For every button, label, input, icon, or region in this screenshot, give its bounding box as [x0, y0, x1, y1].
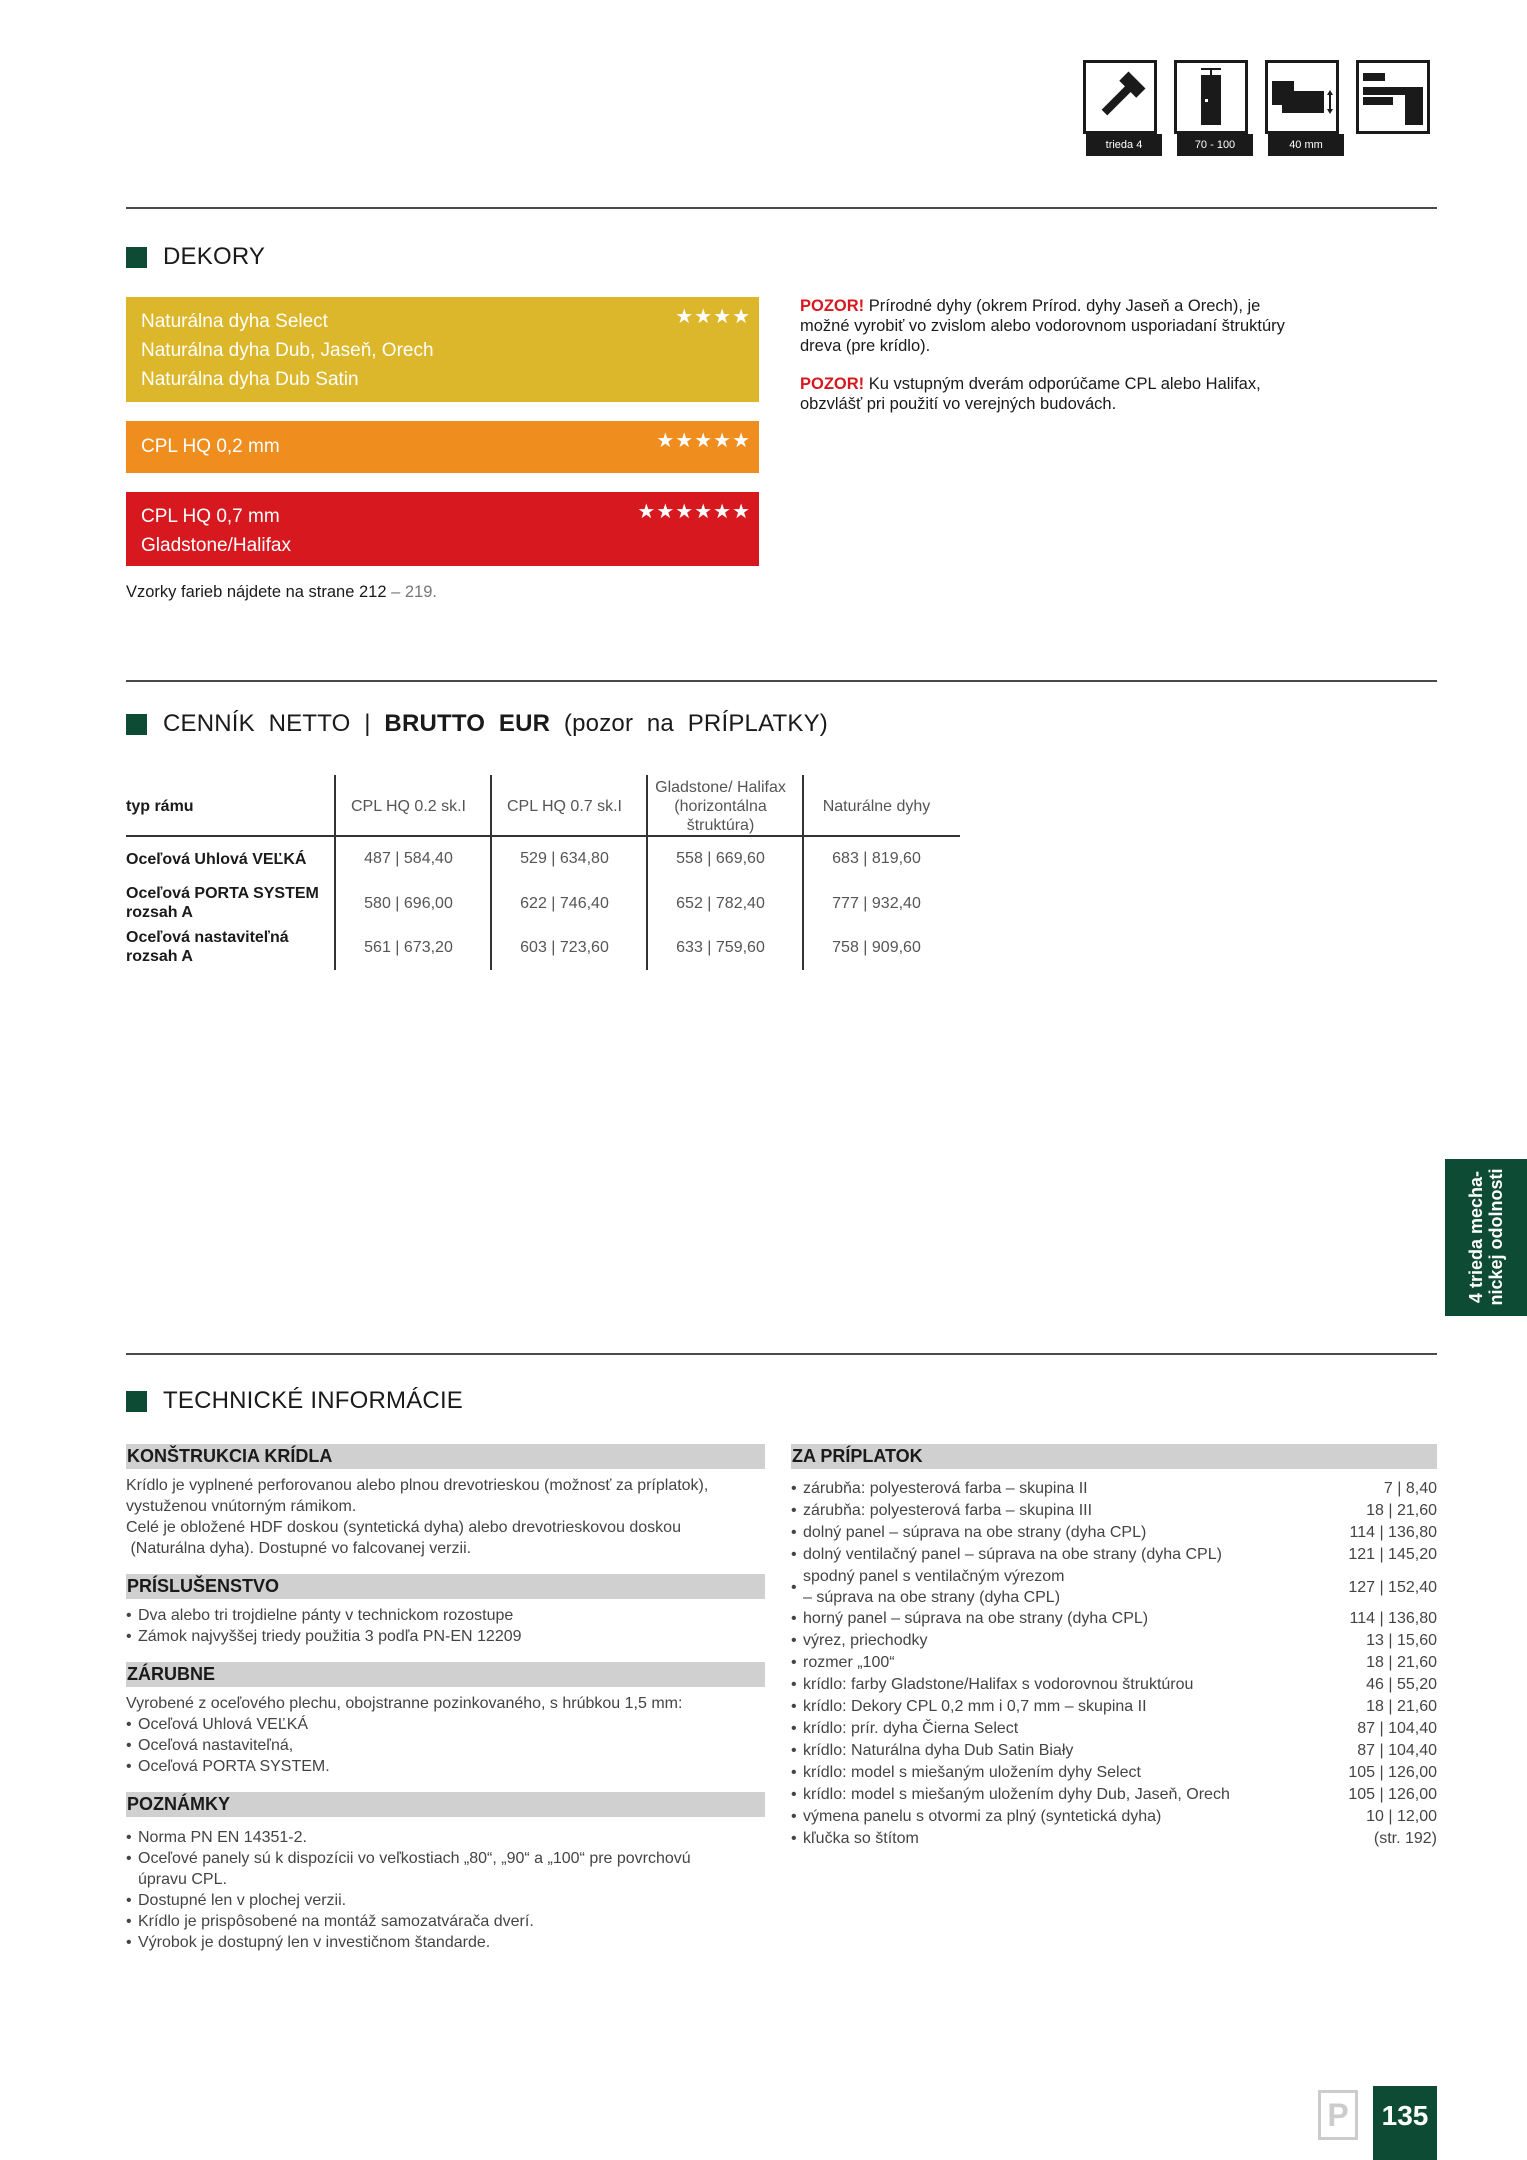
- list-item: • Krídlo je prispôsobené na montáž samozatvárača dverí.: [126, 1911, 706, 1932]
- list-item: • Dva alebo tri trojdielne pánty v technickom rozostupe: [126, 1605, 765, 1626]
- list-item: • Oceľová Uhlová VEĽKÁ: [126, 1714, 765, 1735]
- notes-heading: POZNÁMKY: [126, 1792, 765, 1817]
- decor-line: Naturálna dyha Select: [141, 311, 328, 332]
- frame-profile-icon: [1356, 60, 1430, 134]
- note: POZOR! Ku vstupným dverám odporúčame CPL alebo Halifax, obzvlášť pri použití vo verejných budovách.: [800, 375, 1261, 413]
- property-icons: [1083, 60, 1430, 134]
- surcharge-item: • krídlo: Dekory CPL 0,2 mm i 0,7 mm – skupina II 18 | 21,60: [791, 1696, 1437, 1718]
- construction-heading: KONŠTRUKCIA KRÍDLA: [126, 1444, 765, 1469]
- table-cell: 633 | 759,60: [676, 939, 765, 956]
- thickness-label: 40 mm: [1268, 134, 1344, 156]
- door-icon: [1174, 60, 1248, 134]
- col-header: CPL HQ 0.2 sk.I: [351, 797, 466, 815]
- frames-block: ZÁRUBNE Vyrobené z oceľového plechu, obojstranne pozinkovaného, s hrúbkou 1,5 mm: • Oceľová Uhlová VEĽKÁ • Oceľová nastaviteľná, • Oceľová PORTA SYSTEM.: [126, 1662, 765, 1777]
- divider: [126, 680, 1437, 682]
- col-header: Naturálne dyhy: [822, 797, 931, 815]
- surcharge-item: • dolný panel – súprava na obe strany (dyha CPL) 114 | 136,80: [791, 1522, 1437, 1544]
- frames-heading: ZÁRUBNE: [126, 1662, 765, 1687]
- page-number: 135: [1373, 2086, 1437, 2160]
- surcharge-item: • horný panel – súprava na obe strany (dyha CPL) 114 | 136,80: [791, 1608, 1437, 1630]
- list-item: • Oceľové panely sú k dispozícii vo veľkostiach „80“, „90“ a „100“ pre povrchovú úpravu CPL.: [126, 1848, 706, 1890]
- table-row-label: Oceľová Uhlová VEĽKÁ: [126, 851, 307, 868]
- decor-bar-veneer: [126, 297, 759, 402]
- rating-stars-icon: ★★★★★: [656, 430, 751, 452]
- table-cell: 603 | 723,60: [520, 939, 609, 956]
- width-label: 70 - 100: [1177, 134, 1253, 156]
- tech-title: TECHNICKÉ INFORMÁCIE: [163, 1387, 464, 1414]
- dekory-title: DEKORY: [163, 243, 266, 270]
- table-row-label: Oceľová nastaviteľná rozsah A: [126, 929, 289, 965]
- list-item: • Oceľová PORTA SYSTEM.: [126, 1756, 765, 1777]
- table-cell: 758 | 909,60: [832, 939, 921, 956]
- hammer-icon: [1083, 60, 1157, 134]
- surcharge-item: • výmena panelu s otvormi za plný (syntetická dyha) 10 | 12,00: [791, 1806, 1437, 1828]
- decor-line: CPL HQ 0,2 mm: [141, 436, 280, 457]
- accessories-heading: PRÍSLUŠENSTVO: [126, 1574, 765, 1599]
- table-cell: 622 | 746,40: [520, 895, 609, 912]
- surcharge-heading: ZA PRÍPLATOK: [791, 1444, 1437, 1469]
- table-cell: 487 | 584,40: [364, 850, 453, 867]
- list-item: • Norma PN EN 14351-2.: [126, 1827, 706, 1848]
- chapter-side-tab[interactable]: [1445, 1159, 1527, 1316]
- notes-block: [126, 1792, 765, 1953]
- surcharge-item: • krídlo: farby Gladstone/Halifax s vodorovnou štruktúrou 46 | 55,20: [791, 1674, 1437, 1696]
- decor-bar-cpl-07: [126, 492, 759, 566]
- col-header: Gladstone/ Halifax (horizontálna štruktúra): [655, 778, 786, 834]
- list-item: • Výrobok je dostupný len v investičnom štandarde.: [126, 1932, 706, 1953]
- table-cell: 529 | 634,80: [520, 850, 609, 867]
- dekory-heading: [126, 243, 265, 271]
- surcharge-item: • výrez, priechodky 13 | 15,60: [791, 1630, 1437, 1652]
- table-header-rule: [126, 835, 960, 837]
- divider: [126, 1353, 1437, 1355]
- table-row-label: Oceľová PORTA SYSTEM rozsah A: [126, 885, 319, 921]
- surcharge-item: • zárubňa: polyesterová farba – skupina II 7 | 8,40: [791, 1478, 1437, 1500]
- list-item: • Dostupné len v plochej verzii.: [126, 1890, 706, 1911]
- samples-reference: Vzorky farieb nájdete na strane 212 – 219.: [126, 583, 437, 601]
- surcharge-item: • dolný ventilačný panel – súprava na obe strany (dyha CPL) 121 | 145,20: [791, 1544, 1437, 1566]
- surcharge-item: • spodný panel s ventilačným výrezom – súprava na obe strany (dyha CPL) 127 | 152,40: [791, 1566, 1437, 1608]
- divider: [126, 207, 1437, 209]
- decor-line: Naturálna dyha Dub Satin: [141, 369, 359, 390]
- surcharge-item: • rozmer „100“ 18 | 21,60: [791, 1652, 1437, 1674]
- decor-notes: [800, 296, 1300, 432]
- list-item: • Zámok najvyššej triedy použitia 3 podľa PN-EN 12209: [126, 1626, 765, 1647]
- surcharge-item: • krídlo: model s miešaným uložením dyhy Dub, Jaseň, Orech 105 | 126,00: [791, 1784, 1437, 1806]
- surcharge-list: [791, 1478, 1437, 1850]
- table-cell: 580 | 696,00: [364, 895, 453, 912]
- decor-line: CPL HQ 0,7 mm: [141, 506, 280, 527]
- decor-bar-cpl-02: [126, 421, 759, 473]
- surcharge-item: • krídlo: model s miešaným uložením dyhy Select 105 | 126,00: [791, 1762, 1437, 1784]
- table-cell: 561 | 673,20: [364, 939, 453, 956]
- decor-line: Naturálna dyha Dub, Jaseň, Orech: [141, 340, 434, 361]
- col-header-frame: typ rámu: [126, 797, 194, 815]
- list-item: • Oceľová nastaviteľná,: [126, 1735, 765, 1756]
- tech-heading: [126, 1387, 463, 1415]
- surcharge-item: • krídlo: Naturálna dyha Dub Satin Biały 87 | 104,40: [791, 1740, 1437, 1762]
- accessories-block: [126, 1574, 765, 1647]
- tech-left-column: [126, 1444, 765, 1968]
- table-cell: 683 | 819,60: [832, 850, 921, 867]
- side-tab-label: 4 trieda mecha- nickej odolnosti: [1466, 1168, 1506, 1306]
- note: POZOR! Prírodné dyhy (okrem Prírod. dyhy Jaseň a Orech), je možné vyrobiť vo zvislom alebo vodorovnom usporiadaní štruktúry dreva (pre krídlo).: [800, 297, 1285, 355]
- heading-square-icon: [126, 1391, 147, 1412]
- tech-right-column: [791, 1444, 1437, 1850]
- construction-block: KONŠTRUKCIA KRÍDLA Krídlo je vyplnené perforovanou alebo plnou drevotrieskou (možnosť za príplatok), vystuženou vnútorným rámikom. Celé je obložené HDF doskou (syntetická dyha) alebo drevotrieskovou doskou (Naturálna dyha). Dostupné vo falcovanej verzii.: [126, 1444, 765, 1559]
- door-thickness-icon: [1265, 60, 1339, 134]
- col-header: CPL HQ 0.7 sk.I: [507, 797, 622, 815]
- table-cell: 558 | 669,60: [676, 850, 765, 867]
- price-heading: CENNÍK NETTO | BRUTTO EUR (pozor na PRÍPLATKY): [126, 710, 828, 738]
- heading-square-icon: [126, 247, 147, 268]
- class-label: trieda 4: [1086, 134, 1162, 156]
- table-cell: 652 | 782,40: [676, 895, 765, 912]
- surcharge-item: • kľučka so štítom (str. 192): [791, 1828, 1437, 1850]
- table-cell: 777 | 932,40: [832, 895, 921, 912]
- surcharge-item: • zárubňa: polyesterová farba – skupina III 18 | 21,60: [791, 1500, 1437, 1522]
- rating-stars-icon: ★★★★★★: [637, 501, 751, 523]
- rating-stars-icon: ★★★★: [675, 306, 751, 328]
- heading-square-icon: [126, 714, 147, 735]
- publisher-logo: P: [1318, 2090, 1358, 2140]
- decor-line: Gladstone/Halifax: [141, 535, 291, 556]
- surcharge-item: • krídlo: prír. dyha Čierna Select 87 | 104,40: [791, 1718, 1437, 1740]
